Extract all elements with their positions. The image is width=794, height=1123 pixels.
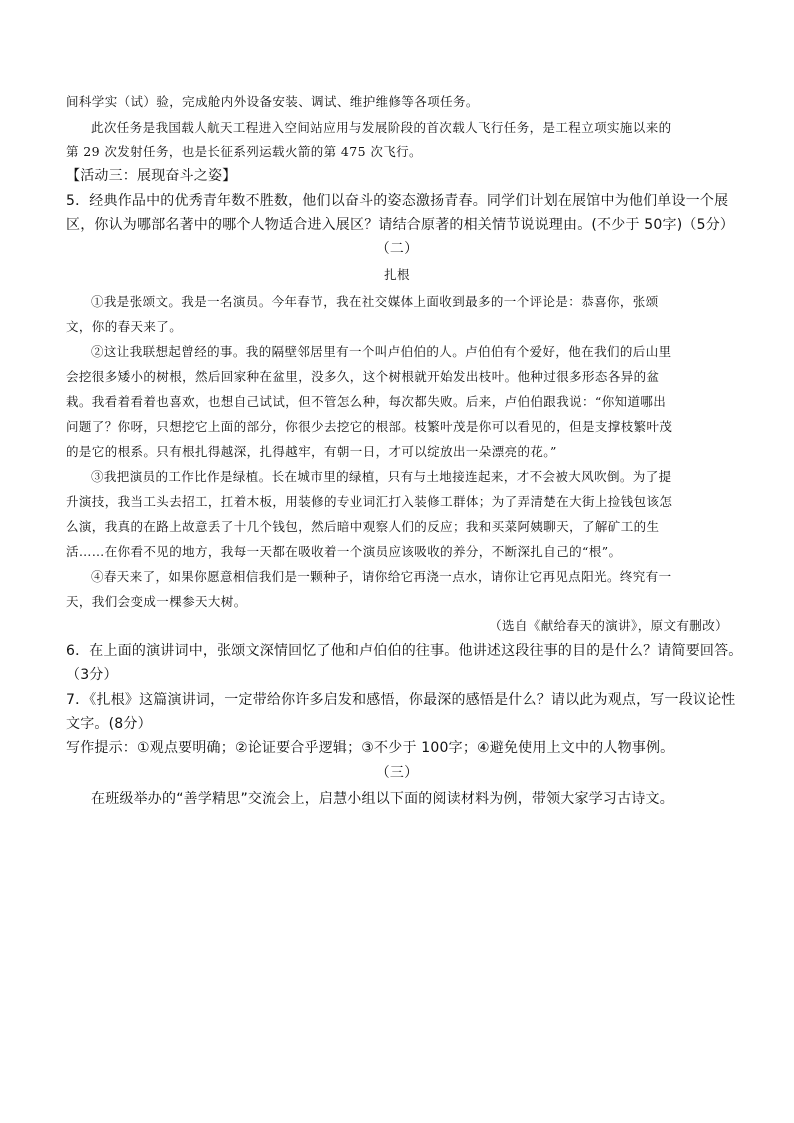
article-title: 扎根 (384, 267, 410, 282)
passage-line: 此次任务是我国载人航天工程进入空间站应用与发展阶段的首次载人飞行任务，是工程立项实施以来的 (91, 120, 672, 135)
section-intro: 在班级举办的“善学精思”交流会上，启慧小组以下面的阅读材料为例，带领大家学习古诗文。 (91, 791, 674, 807)
article-paragraph: 活……在你看不见的地方，我每一天都在吸收着一个演员应该吸收的养分，不断深扎自己的“根”。 (66, 544, 622, 559)
question-6: 6．在上面的演讲词中，张颂文深情回忆了他和卢伯伯的往事。他讲述这段往事的目的是什么？请简要回答。 (66, 643, 743, 659)
article-paragraph: 栽。我看着看着也喜欢，也想自己试试，但不管怎么种，每次都失败。后来，卢伯伯跟我说：“你知道哪出 (66, 394, 667, 409)
article-paragraph: 天，我们会变成一棵参天大树。 (66, 594, 247, 609)
question-7: 文字。(8分） (66, 716, 152, 732)
article-paragraph: 么演，我真的在路上故意丢了十几个钱包，然后暗中观察人们的反应；我和买菜阿姨聊天，了解矿工的生 (66, 519, 660, 534)
article-paragraph: 的是它的根系。只有根扎得越深，扎得越牢，有朝一日，才可以绽放出一朵漂亮的花。” (66, 444, 557, 459)
passage-line: 间科学实（试）验，完成舱内外设备安装、调试、维护维修等各项任务。 (66, 94, 479, 109)
article-paragraph: 升演技，我当工头去招工，扛着木板，用装修的专业词汇打入装修工群体；为了弄清楚在大街上捡钱包该怎 (66, 494, 673, 509)
article-paragraph: 问题了？你呀，只想挖它上面的部分，你很少去挖它的根部。枝繁叶茂是你可以看见的，但是支撑枝繁叶茂 (66, 419, 673, 434)
question-6: （3分） (66, 667, 118, 683)
question-7: 7．《扎根》这篇演讲词，一定带给你许多启发和感悟，你最深的感悟是什么？请以此为观点，写一段议论性 (66, 692, 736, 708)
writing-hint: 写作提示：①观点要明确；②论证要合乎逻辑；③不少于 100字；④避免使用上文中的人物事例。 (66, 740, 675, 756)
article-paragraph: 会挖很多矮小的树根，然后回家种在盆里，没多久，这个树根就开始发出枝叶。他种过很多形态各异的盆 (66, 369, 660, 384)
source-citation: （选自《献给春天的演讲》，原文有删改） (489, 618, 728, 633)
article-paragraph: ③我把演员的工作比作是绿植。长在城市里的绿植，只有与土地接连起来，才不会被大风吹倒。为了提 (91, 469, 672, 484)
question-5: 区，你认为哪部名著中的哪个人物适合进入展区？请结合原著的相关情节说说理由。(不少于 50字)（5分） (66, 217, 735, 233)
article-paragraph: ④春天来了，如果你愿意相信我们是一颗种子，请你给它再浇一点水，请你让它再见点阳光。终究有一 (91, 569, 672, 584)
passage-line: 第 29 次发射任务，也是长征系列运载火箭的第 475 次飞行。 (66, 144, 422, 159)
question-5: 5．经典作品中的优秀青年数不胜数，他们以奋斗的姿态激扬青春。同学们计划在展馆中为他们单设一个展 (66, 193, 729, 209)
article-paragraph: 文，你的春天来了。 (66, 319, 183, 334)
section-heading: （三） (375, 765, 419, 781)
activity-title: 【活动三：展现奋斗之姿】 (66, 168, 237, 184)
section-heading: （二） (375, 241, 419, 257)
article-paragraph: ②这让我联想起曾经的事。我的隔壁邻居里有一个叫卢伯伯的人。卢伯伯有个爱好，他在我们的后山里 (91, 344, 672, 359)
article-paragraph: ①我是张颂文。我是一名演员。今年春节，我在社交媒体上面收到最多的一个评论是：恭喜你，张颂 (91, 294, 659, 309)
